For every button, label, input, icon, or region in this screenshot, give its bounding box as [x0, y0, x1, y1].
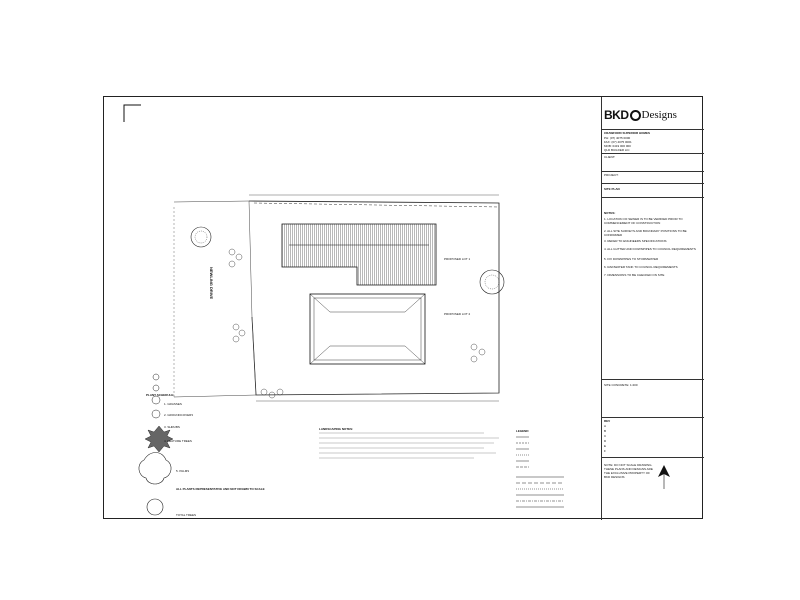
- note-item: 7. DIMENSIONS TO BE CHECKED ON SITE: [604, 273, 665, 277]
- revision-row: D: [604, 439, 607, 443]
- client-label: CLIENT:: [604, 155, 616, 159]
- lot-label-2: PROPOSED LOT 2: [444, 312, 471, 316]
- gear-icon: [630, 110, 641, 121]
- legend-note: ALL PLANTS REPRESENTATIVE AND NOT DRAWN TO SCALE: [176, 487, 265, 491]
- note-item: 1. LOCATION OF SEWER IS TO BE VERIFIED PRIOR TO COMMENCEMENT OF CONSTRUCTION: [604, 217, 683, 225]
- note-item: 5. FIX DOWNPIPES TO STORMWATER: [604, 257, 659, 261]
- company-name: CRAWFORD SUPERIOR HOMES: [604, 131, 651, 135]
- note-item: 2. ALL SITE SURVEYS AND BOUNDARY POSITIONS TO BE CONFIRMED: [604, 229, 687, 237]
- revision-row: B: [604, 429, 607, 433]
- notes-heading: NOTES:: [604, 211, 616, 215]
- legend-item: 3. SHRUBS: [164, 425, 180, 429]
- footer-note: NOTE: DO NOT SCALE DRAWING. THESE PLANS AND DESIGNS ARE THE EXCLUSIVE PROPERTY OF BKD DESIGNS: [604, 463, 653, 479]
- revision-row: F: [604, 449, 606, 453]
- lot-label-1: PROPOSED LOT 1: [444, 257, 471, 261]
- legend-item: 4. FEATURE TREES: [164, 439, 192, 443]
- company-logo: [604, 104, 703, 126]
- legend-item: 1. GRASSES: [164, 402, 182, 406]
- contact-line: QLD BUILDER LIC: [604, 148, 630, 152]
- revision-row: C: [604, 434, 607, 438]
- legend-item: 5. PALMS: [176, 469, 190, 473]
- street-label: NEWLING DRIVE: [209, 267, 214, 300]
- logo-subtext: Designs: [641, 109, 677, 121]
- drawing-sheet: [103, 96, 703, 519]
- revision-row: A: [604, 424, 607, 428]
- services-legend-heading: LEGEND: [516, 429, 529, 433]
- scale-label: SITE CONCRETE: 1:200: [604, 383, 638, 387]
- revision-row: E: [604, 444, 607, 448]
- center-notes-heading: LANDSCAPING NOTES:: [319, 427, 354, 431]
- drawing-title: SITE PLAN: [604, 187, 620, 191]
- revisions-heading: REV: [604, 419, 611, 423]
- legend-heading: PLANT SCHEDULE:: [146, 393, 175, 397]
- note-item: 4. ALL GUTTER AND DOWNPIPES TO COUNCIL REQUIREMENTS: [604, 247, 696, 251]
- title-block: [601, 97, 704, 520]
- contact-line: FAX: (07) 4075 0001: [604, 140, 632, 144]
- logo-mark: BKD: [604, 108, 629, 122]
- legend-note: TOTAL TREES: [176, 513, 197, 517]
- plant-legend: [146, 393, 296, 517]
- legend-item: 2. GROUNDCOVERS: [164, 413, 194, 417]
- note-item: 3. REFER TO ENGINEERS SPECIFICATIONS: [604, 239, 667, 243]
- contact-line: PH: (07) 4075 0000: [604, 136, 631, 140]
- project-label: PROJECT:: [604, 173, 619, 177]
- contact-line: MOB: 0419 000 000: [604, 144, 631, 148]
- note-item: 6. RAINWATER TANK TO COUNCIL REQUIREMENTS: [604, 265, 678, 269]
